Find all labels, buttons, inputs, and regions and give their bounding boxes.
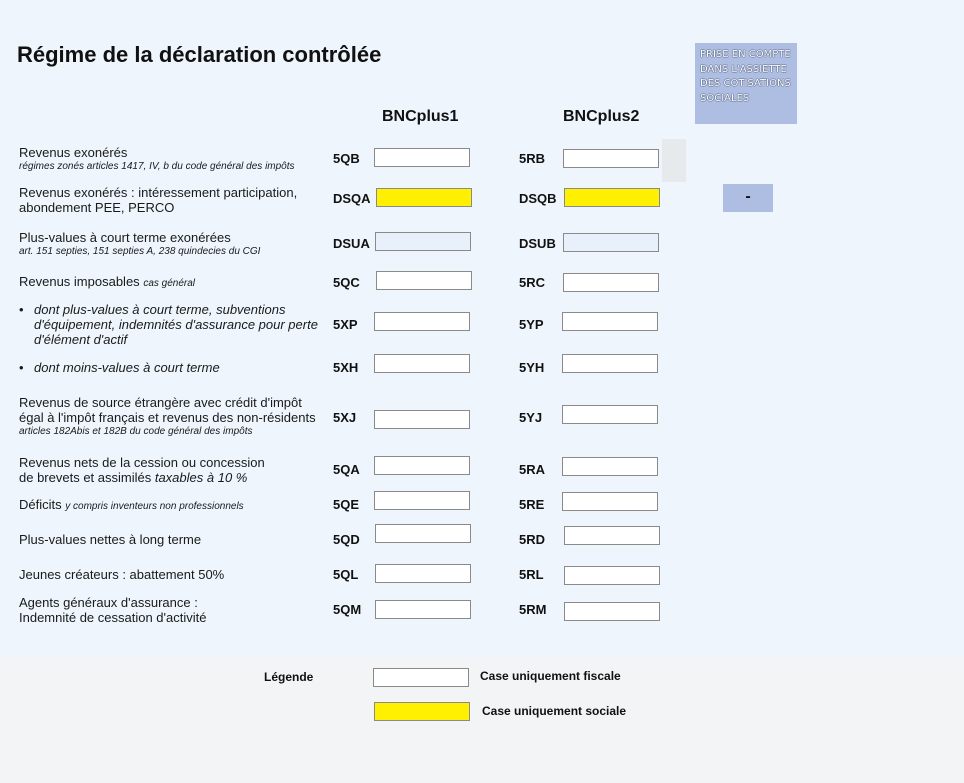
code-5ra: 5RA	[519, 462, 546, 477]
code-5qb: 5QB	[333, 151, 360, 166]
input-5qb[interactable]	[374, 148, 470, 167]
input-5ql[interactable]	[375, 564, 471, 583]
legend-fiscal-swatch	[373, 668, 469, 687]
code-dsub: DSUB	[519, 236, 556, 251]
input-5rd[interactable]	[564, 526, 660, 545]
input-5ra[interactable]	[562, 457, 658, 476]
page-title: Régime de la déclaration contrôlée	[17, 42, 382, 67]
code-5rd: 5RD	[519, 532, 546, 547]
input-dsqa[interactable]	[376, 188, 472, 207]
code-5qm: 5QM	[333, 602, 362, 617]
row-label-exempt-short-term-gains: Plus-values à court terme exonérées art. 151 septies, 151 septies A, 238 quindecies du CGI	[19, 230, 261, 257]
code-5re: 5RE	[519, 497, 545, 512]
input-5rl[interactable]	[564, 566, 660, 585]
legend-fiscal-text: Case uniquement fiscale	[480, 669, 621, 683]
row-label-patent-income: Revenus nets de la cession ou concession de brevets et assimilés taxables à 10 %	[19, 455, 265, 485]
input-5qd[interactable]	[375, 524, 471, 543]
code-5qa: 5QA	[333, 462, 360, 477]
code-5qe: 5QE	[333, 497, 360, 512]
row-label-insurance-agents: Agents généraux d'assurance : Indemnité de cessation d'activité	[19, 595, 207, 625]
code-5yj: 5YJ	[519, 410, 543, 425]
row-label-exempt-income: Revenus exonérés régimes zonés articles 1417, IV, b du code général des impôts	[19, 145, 295, 172]
input-dsub[interactable]	[563, 233, 659, 252]
column-header-bncplus2: BNCplus2	[563, 108, 640, 125]
input-5rb[interactable]	[563, 149, 659, 168]
code-5yp: 5YP	[519, 317, 544, 332]
input-5xj[interactable]	[374, 410, 470, 429]
code-5rb: 5RB	[519, 151, 546, 166]
code-5qc: 5QC	[333, 275, 360, 290]
code-dsua: DSUA	[333, 236, 370, 251]
row-label-long-term-gains: Plus-values nettes à long terme	[19, 532, 202, 547]
code-5ql: 5QL	[333, 567, 359, 582]
code-5qd: 5QD	[333, 532, 360, 547]
row-label-short-term-losses: • dont moins-values à court terme	[19, 360, 220, 375]
code-5yh: 5YH	[519, 360, 545, 375]
input-5rc[interactable]	[563, 273, 659, 292]
code-5rl: 5RL	[519, 567, 544, 582]
input-5xh[interactable]	[374, 354, 470, 373]
row-label-deficits: Déficits y compris inventeurs non professionnels	[19, 497, 244, 512]
input-5re[interactable]	[562, 492, 658, 511]
input-5qa[interactable]	[374, 456, 470, 475]
legend-social-swatch	[374, 702, 470, 721]
input-5qe[interactable]	[374, 491, 470, 510]
input-5yp[interactable]	[562, 312, 658, 331]
code-dsqb: DSQB	[519, 191, 557, 206]
code-5rm: 5RM	[519, 602, 547, 617]
code-5xh: 5XH	[333, 360, 359, 375]
row-label-exempt-profit-sharing: Revenus exonérés : intéressement participation, abondement PEE, PERCO	[19, 185, 298, 215]
input-5yh[interactable]	[562, 354, 658, 373]
dash-button[interactable]: -	[723, 184, 773, 212]
input-5yj[interactable]	[562, 405, 658, 424]
column-header-bncplus1: BNCplus1	[382, 108, 459, 125]
input-dsua[interactable]	[375, 232, 471, 251]
code-5xp: 5XP	[333, 317, 358, 332]
input-5qc[interactable]	[376, 271, 472, 290]
row-label-young-creators: Jeunes créateurs : abattement 50%	[19, 567, 225, 582]
social-contributions-header: PRISE EN COMPTE DANS L'ASSIETTE DES COTISATIONS SOCIALES	[695, 43, 797, 124]
legend-label: Légende	[264, 670, 314, 684]
row-label-foreign-income: Revenus de source étrangère avec crédit d'impôt égal à l'impôt français et revenus des non-résidents articles 182Abis et 182B du code général des impôts	[19, 395, 316, 437]
input-5rm[interactable]	[564, 602, 660, 621]
input-dsqb[interactable]	[564, 188, 660, 207]
row-label-taxable-income: Revenus imposables cas général	[19, 274, 196, 289]
row-label-short-term-gains-subsidies: • dont plus-values à court terme, subventions d'équipement, indemnités d'assurance pour perte d'élément d'actif	[19, 302, 318, 347]
code-dsqa: DSQA	[333, 191, 371, 206]
shaded-cell	[662, 139, 686, 182]
input-5xp[interactable]	[374, 312, 470, 331]
code-5rc: 5RC	[519, 275, 546, 290]
input-5qm[interactable]	[375, 600, 471, 619]
code-5xj: 5XJ	[333, 410, 357, 425]
legend-social-text: Case uniquement sociale	[482, 704, 627, 718]
